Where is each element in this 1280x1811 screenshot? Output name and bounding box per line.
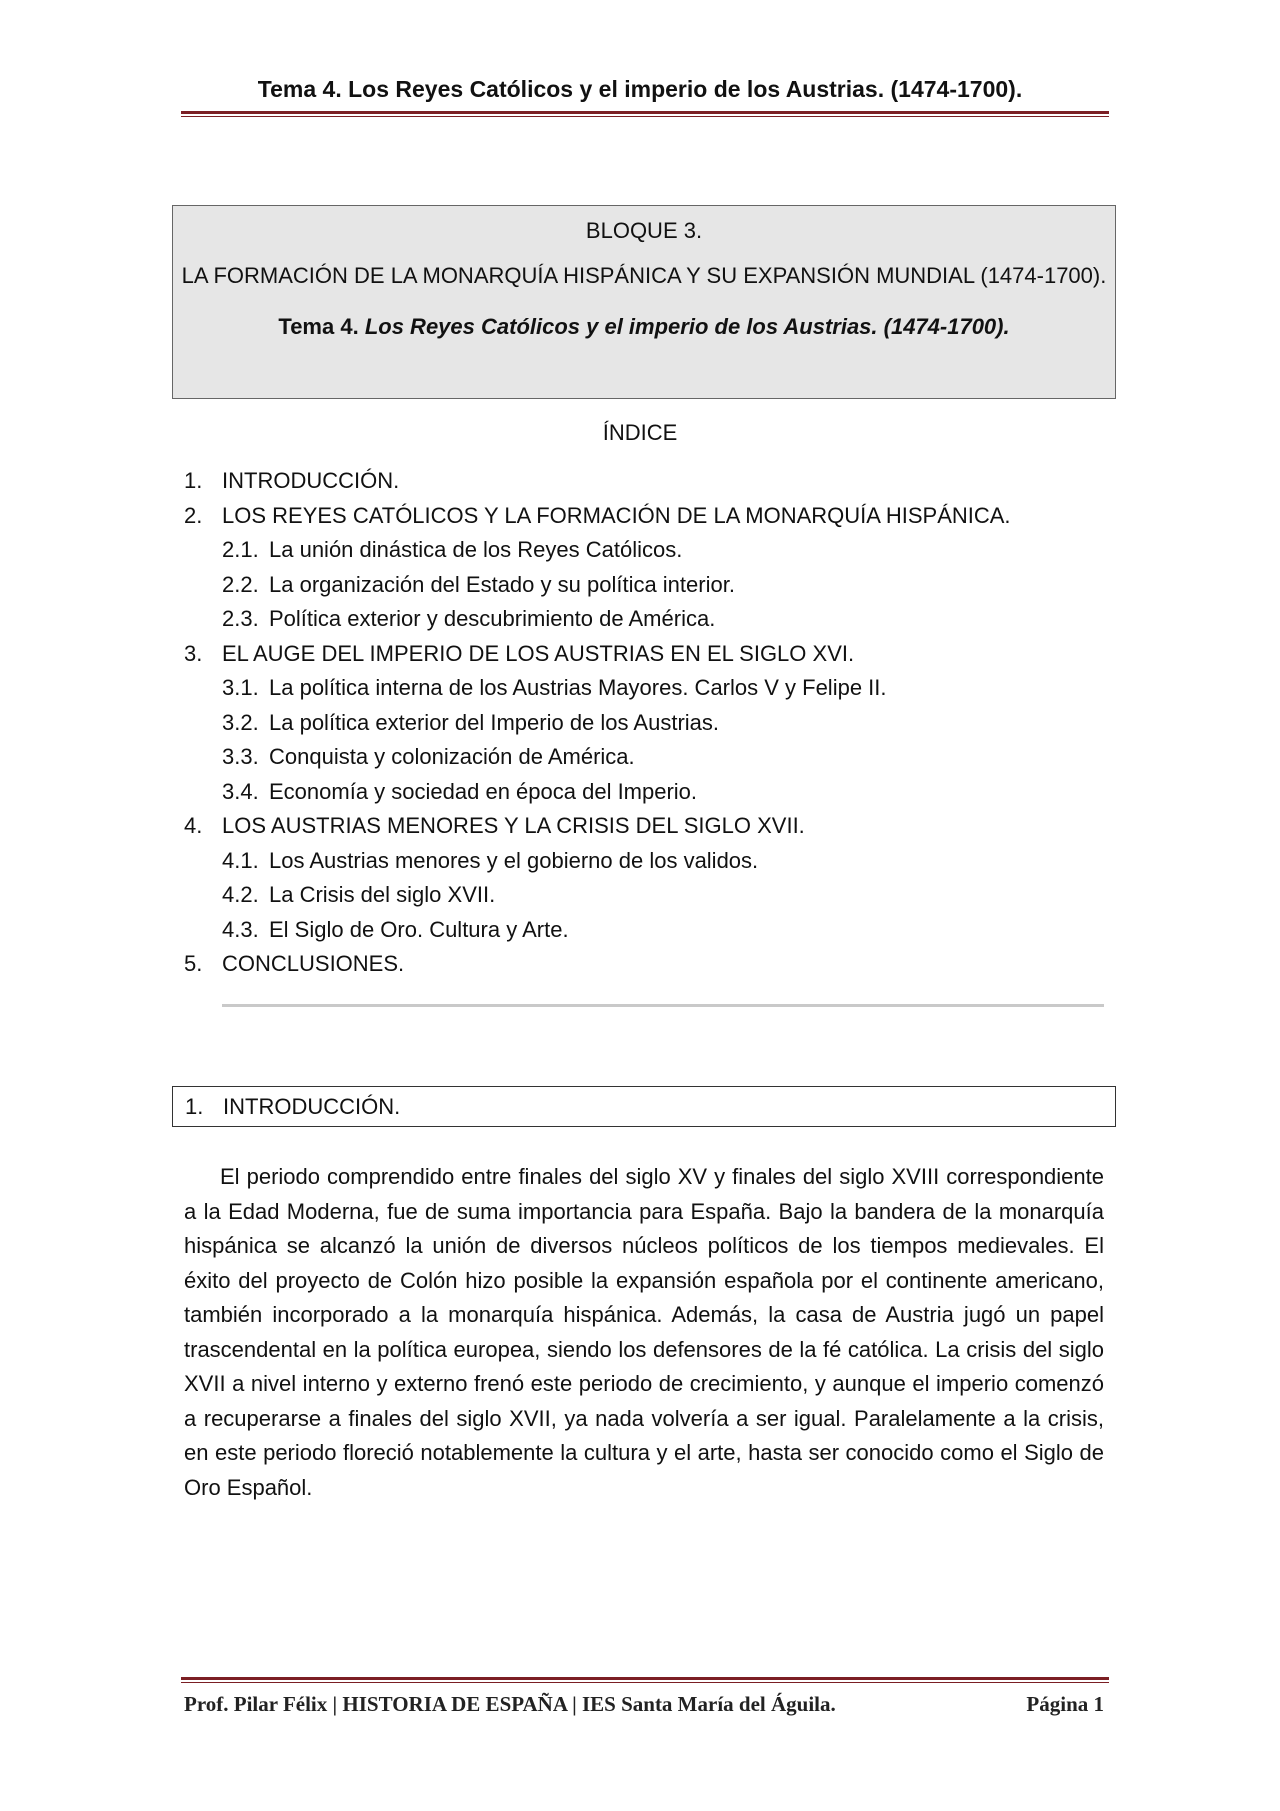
toc-item-text: CONCLUSIONES. [222,951,405,976]
toc-item-text: La política interna de los Austrias Mayores. Carlos V y Felipe II. [269,675,887,700]
toc-item-text: Política exterior y descubrimiento de América. [269,606,716,631]
toc-item-number: 3.2. [222,709,259,735]
tema-title [173,314,1115,340]
header-divider [181,111,1109,117]
tema-name: Los Reyes Católicos y el imperio de los Austrias. (1474-1700). [364,314,1010,339]
toc-item-number: 3. [184,640,203,666]
section-number: 1. [185,1094,204,1119]
toc-item-text: Conquista y colonización de América. [269,744,635,769]
toc-item [222,848,758,874]
index-divider [222,1004,1104,1007]
toc-item [222,606,715,632]
page-header-title: Tema 4. Los Reyes Católicos y el imperio de los Austrias. (1474-1700). [257,76,1023,102]
toc-item [222,675,887,701]
tema-prefix: Tema 4. [278,314,359,339]
toc-item-number: 3.4. [222,778,259,804]
toc-item [184,951,404,977]
toc-item-number: 1. [184,468,203,493]
toc-item [222,779,697,805]
toc-item-number: 2. [184,502,203,528]
toc-item-text: La unión dinástica de los Reyes Católicos. [269,537,683,562]
toc-item [222,710,719,736]
title-box [172,205,1116,399]
toc-item-number: 5. [184,951,203,976]
toc-item-text: INTRODUCCIÓN. [222,468,400,493]
toc-item-text: LOS REYES CATÓLICOS Y LA FORMACIÓN DE LA MONARQUÍA HISPÁNICA. [222,502,1011,528]
section-title: INTRODUCCIÓN. [223,1094,401,1119]
toc-item [184,503,1011,529]
toc-item-text: La organización del Estado y su política interior. [269,571,735,597]
toc-item-text: Los Austrias menores y el gobierno de los validos. [269,847,759,873]
toc-item-number: 2.1. [222,537,259,562]
intro-paragraph: El periodo comprendido entre finales del siglo XV y finales del siglo XVIII correspondiente a la Edad Moderna, fue de suma importancia para España. Bajo la bandera de la monarquía hispánica se alcanzó la unión de diversos núcleos políticos de los tiempos medievales. El éxito del proyecto de Colón hizo posible la expansión española por el continente americano, también incorporado a la monarquía hispánica. Además, la casa de Austria jugó un papel trascendental en la política europea, siendo los defensores de la fé católica. La crisis del siglo XVII a nivel interno y externo frenó este periodo de crecimiento, y aunque el imperio comenzó a recuperarse a finales del siglo XVII, ya nada volvería a ser igual. Paralelamente a la crisis, en este periodo floreció notablemente la cultura y el arte, hasta ser conocido como el Siglo de Oro Español. [184,1164,1104,1500]
toc-item [222,882,495,908]
toc-item-number: 2.2. [222,571,259,597]
toc-item [222,744,635,770]
toc-item-number: 2.3. [222,606,259,631]
toc-item [184,468,399,494]
bloque-label: BLOQUE 3. [585,218,703,243]
footer-divider [181,1677,1109,1683]
toc-item-text: LOS AUSTRIAS MENORES Y LA CRISIS DEL SIGLO XVII. [222,813,805,838]
toc-item-text: Economía y sociedad en época del Imperio. [269,778,698,804]
section-heading-box [172,1086,1116,1127]
bloque-subtitle: LA FORMACIÓN DE LA MONARQUÍA HISPÁNICA Y SU EXPANSIÓN MUNDIAL (1474-1700). [181,263,1107,288]
footer-author: Prof. Pilar Félix | HISTORIA DE ESPAÑA | IES Santa María del Águila. [184,1692,836,1716]
toc-item-text: La política exterior del Imperio de los Austrias. [269,709,720,735]
toc-item [184,813,805,839]
toc-item [222,537,682,563]
toc-item [222,572,735,598]
toc-item-number: 3.1. [222,675,259,700]
toc-item-text: El Siglo de Oro. Cultura y Arte. [269,916,569,942]
toc-item-number: 3.3. [222,744,259,769]
toc-item [222,917,569,943]
toc-item-text: EL AUGE DEL IMPERIO DE LOS AUSTRIAS EN EL SIGLO XVI. [222,640,855,666]
toc-item-text: La Crisis del siglo XVII. [269,882,496,907]
index-heading: ÍNDICE [602,420,678,445]
page-number: Página 1 [1026,1692,1104,1716]
toc-item-number: 4.2. [222,882,259,907]
toc-item-number: 4.1. [222,847,259,873]
toc-item [184,641,854,667]
toc-item-number: 4.3. [222,916,259,942]
toc-item-number: 4. [184,813,203,838]
